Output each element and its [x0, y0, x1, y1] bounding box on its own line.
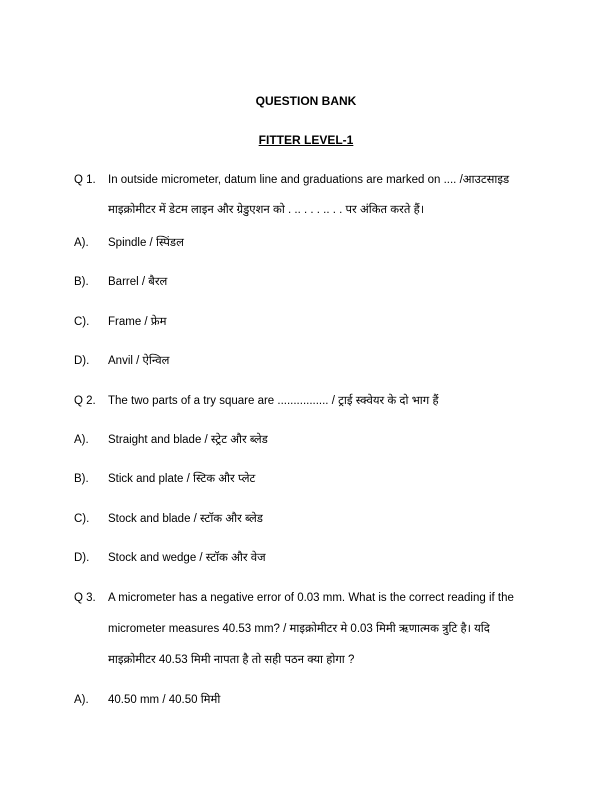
option-text: Stock and wedge / स्टॉक और वेज	[108, 552, 266, 564]
option-label: A).	[74, 237, 89, 249]
option-text: Barrel / बैरल	[108, 276, 168, 288]
option-text: Stock and blade / स्टॉक और ब्लेड	[108, 513, 263, 525]
option-text: Straight and blade / स्ट्रेट और ब्लेड	[108, 434, 268, 446]
page-title: QUESTION BANK	[255, 94, 357, 108]
question-text-continuation: माइक्रोमीटर 40.53 मिमी नापता है तो सही पठन क्या होगा ?	[108, 654, 355, 666]
option-text: Anvil / ऐन्विल	[108, 355, 170, 367]
option-text: Stick and plate / स्टिक और प्लेट	[108, 473, 256, 485]
question-number: Q 1.	[74, 174, 96, 186]
option-text: Frame / फ्रेम	[108, 316, 167, 328]
question-text: The two parts of a try square are ................ / ट्राई स्क्वेयर के दो भाग हैं	[108, 395, 439, 407]
option-label: D).	[74, 355, 90, 367]
option-text: Spindle / स्पिंडल	[108, 237, 184, 249]
question-text: In outside micrometer, datum line and graduations are marked on .... /आउटसाइड	[108, 174, 510, 186]
question-number: Q 3.	[74, 592, 96, 604]
question-text-continuation: micrometer measures 40.53 mm? / माइक्रोमीटर मे 0.03 मिमी ऋणात्मक त्रुटि है। यदि	[108, 623, 490, 635]
question-number: Q 2.	[74, 395, 96, 407]
option-label: A).	[74, 434, 89, 446]
subtitle-text: FITTER LEVEL-1	[258, 133, 354, 147]
option-label: C).	[74, 513, 90, 525]
page-subtitle	[0, 133, 612, 147]
option-text: 40.50 mm / 40.50 मिमी	[108, 694, 221, 706]
question-text-continuation: माइक्रोमीटर में डेटम लाइन और ग्रेडुएशन को . .. . . . .. . . पर अंकित करते हैं।	[108, 204, 425, 216]
question-text: A micrometer has a negative error of 0.03 mm. What is the correct reading if the	[108, 592, 514, 604]
option-label: A).	[74, 694, 89, 706]
option-label: C).	[74, 316, 90, 328]
option-label: B).	[74, 473, 89, 485]
option-label: D).	[74, 552, 90, 564]
option-label: B).	[74, 276, 89, 288]
